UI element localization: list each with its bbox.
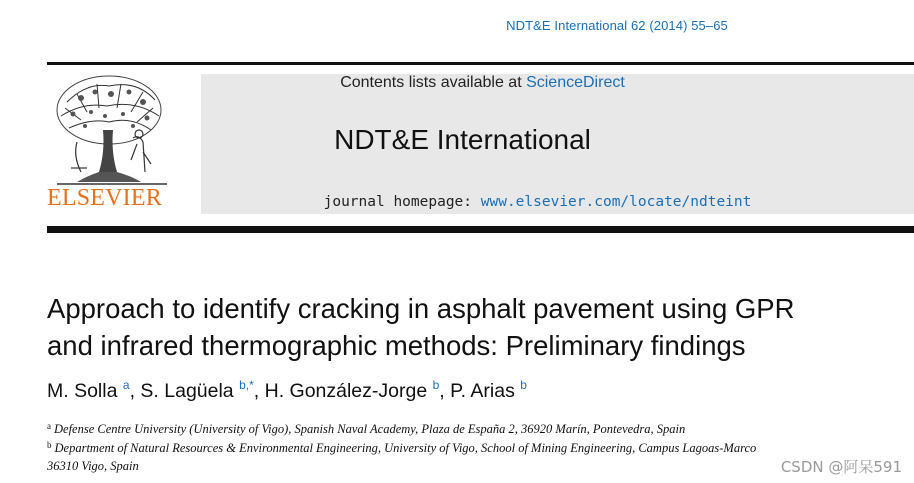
journal-name: NDT&E International	[334, 124, 591, 155]
author-name: M. Solla	[47, 380, 118, 402]
article-title	[47, 290, 914, 364]
title-line-2: and infrared thermographic methods: Preliminary findings	[47, 330, 746, 361]
affiliation-a	[47, 421, 914, 437]
journal-citation[interactable]: NDT&E International 62 (2014) 55–65	[506, 18, 728, 33]
author-name: P. Arias	[450, 380, 515, 402]
author-affil-link[interactable]: b	[520, 378, 527, 392]
contents-availability	[201, 74, 914, 92]
csdn-watermark: CSDN @阿呆591	[780, 458, 902, 476]
title-line-1: Approach to identify cracking in asphalt pavement using GPR	[47, 293, 795, 324]
author-name: S. Lagüela	[140, 380, 234, 402]
author-affil-link[interactable]: b,*	[239, 378, 254, 392]
header-top-rule	[47, 62, 914, 65]
affiliation-text: Department of Natural Resources & Environmental Engineering, University of Vigo, School of Mining Engineering, Campus Lagoas-Marco	[54, 441, 757, 455]
homepage-link[interactable]: www.elsevier.com/locate/ndteint	[480, 194, 752, 210]
affiliation-b-continuation: 36310 Vigo, Spain	[47, 459, 139, 473]
author-affil-link[interactable]: b	[432, 378, 440, 392]
homepage-prefix: journal homepage:	[323, 194, 481, 210]
author-affil-link[interactable]: a	[122, 378, 130, 392]
sciencedirect-link[interactable]: ScienceDirect	[526, 74, 625, 91]
author-list: M. Solla $^a$, S. Lagüela $^{b,*}$, H. González-Jorge $^b$, P. Arias $^b$	[47, 378, 527, 402]
affiliation-text: Defense Centre University (University of Vigo), Spanish Naval Academy, Plaza de España 2, 36920 Marín, Pontevedra, Spain	[54, 422, 686, 436]
author-name: H. González-Jorge	[264, 380, 428, 402]
affiliation-marker: a	[47, 421, 51, 431]
journal-homepage	[201, 194, 914, 210]
contents-prefix: Contents lists available at	[340, 74, 527, 91]
affiliation-b	[47, 440, 914, 456]
header-bottom-rule	[47, 226, 914, 233]
affiliation-marker: b	[47, 440, 52, 450]
elsevier-wordmark[interactable]: ELSEVIER	[47, 185, 162, 211]
